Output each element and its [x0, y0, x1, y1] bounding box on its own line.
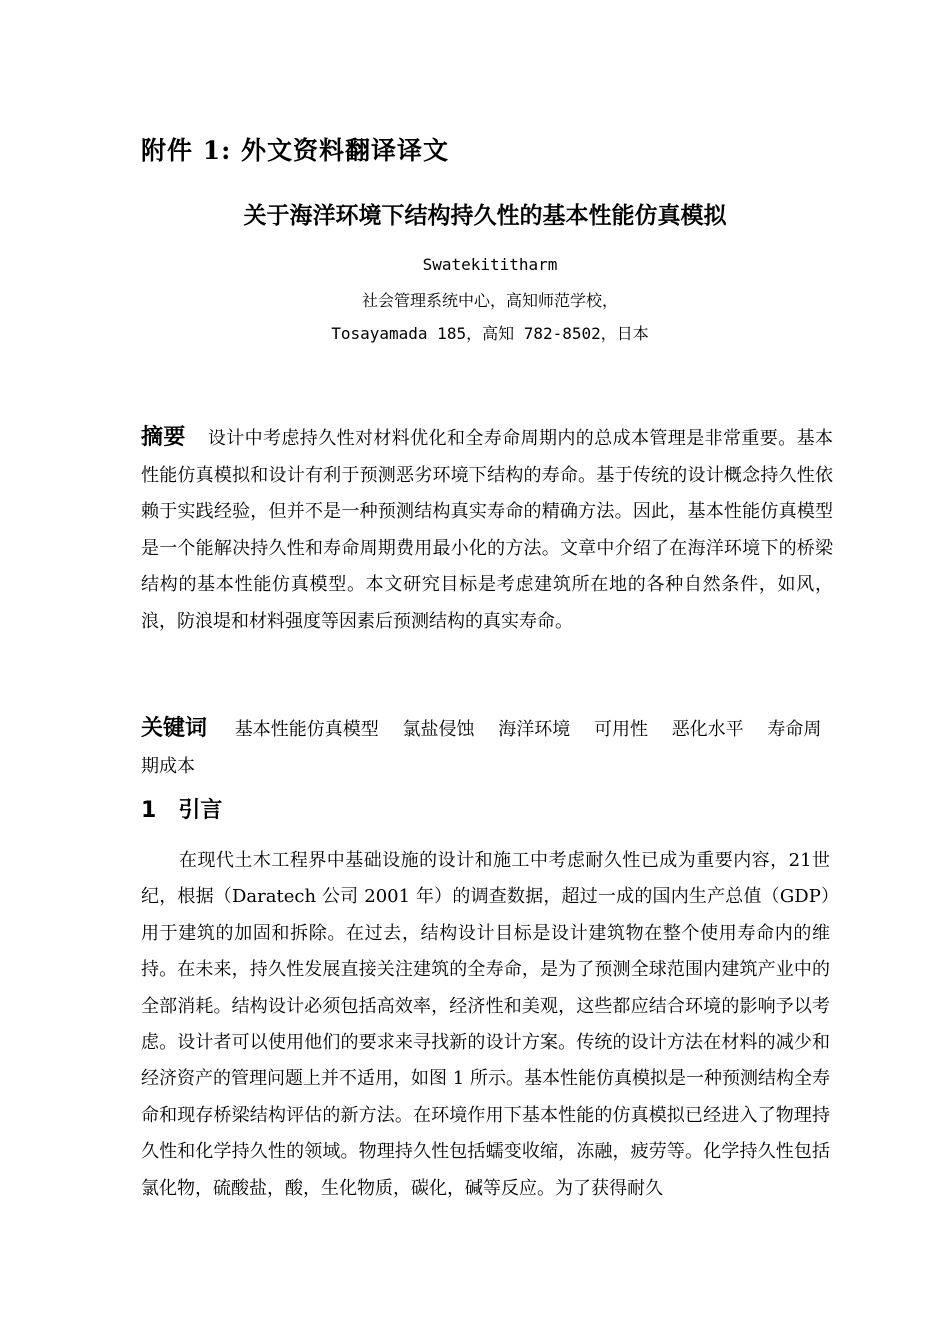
- keyword-item: 可用性: [593, 719, 648, 740]
- keyword-item: 寿命周期成本: [141, 719, 822, 777]
- section-title: 引言: [178, 798, 223, 823]
- keyword-item: 基本性能仿真模型: [234, 719, 379, 740]
- keywords-label: 关键词: [141, 716, 208, 741]
- keywords-section: [141, 710, 833, 785]
- section-number: 1: [141, 798, 157, 823]
- abstract-text: 设计中考虑持久性对材料优化和全寿命周期内的总成本管理是非常重要。基本性能仿真模拟和设计有利于预测恶劣环境下结构的寿命。基于传统的设计概念持久性依赖于实践经验，但并不是一种预测结构真实寿命的精确方法。因此，基本性能仿真模型是一个能解决持久性和寿命周期费用最小化的方法。文章中介绍了在海洋环境下的桥梁结构的基本性能仿真模型。本文研究目标是考虑建筑所在地的各种自然条件，如风，浪，防浪堤和材料强度等因素后预测结构的真实寿命。: [141, 428, 833, 632]
- paper-title: 关于海洋环境下结构持久性的基本性能仿真模拟: [243, 203, 727, 229]
- section-body-text: 在现代土木工程界中基础设施的设计和施工中考虑耐久性已成为重要内容，21世纪，根据（Daratech 公司 2001 年）的调查数据，超过一成的国内生产总值（GDP）用于建筑的加固和拆除。在过去，结构设计目标是设计建筑物在整个使用寿命内的维持。在未来，持久性发展直接关注建筑的全寿命，是为了预测全球范围内建筑产业中的全部消耗。结构设计必须包括高效率，经济性和美观，这些都应结合环境的影响予以考虑。设计者可以使用他们的要求来寻找新的设计方案。传统的设计方法在材料的减少和经济资产的管理问题上并不适用，如图 1 所示。基本性能仿真模拟是一种预测结构全寿命和现存桥梁结构评估的新方法。在环境作用下基本性能的仿真模拟已经进入了物理持久性和化学持久性的领域。物理持久性包括蠕变收缩，冻融，疲劳等。化学持久性包括氯化物，硫酸盐，酸，生化物质，碳化，碱等反应。为了获得耐久: [141, 850, 830, 1199]
- keyword-item: 恶化水平: [671, 719, 744, 740]
- abstract-label: 摘要: [141, 425, 186, 450]
- abstract-section: [141, 420, 833, 640]
- appendix-heading: 附件 1: 外文资料翻译译文: [141, 136, 450, 165]
- author-address: Tosayamada 185，高知 782-8502，日本: [331, 324, 649, 343]
- author-affiliation: 社会管理系统中心，高知师范学校，: [361, 291, 618, 310]
- keyword-item: 海洋环境: [498, 719, 571, 740]
- section-heading: [141, 793, 222, 824]
- author-name: Swatekititharm: [422, 255, 558, 274]
- keyword-item: 氯盐侵蚀: [402, 719, 475, 740]
